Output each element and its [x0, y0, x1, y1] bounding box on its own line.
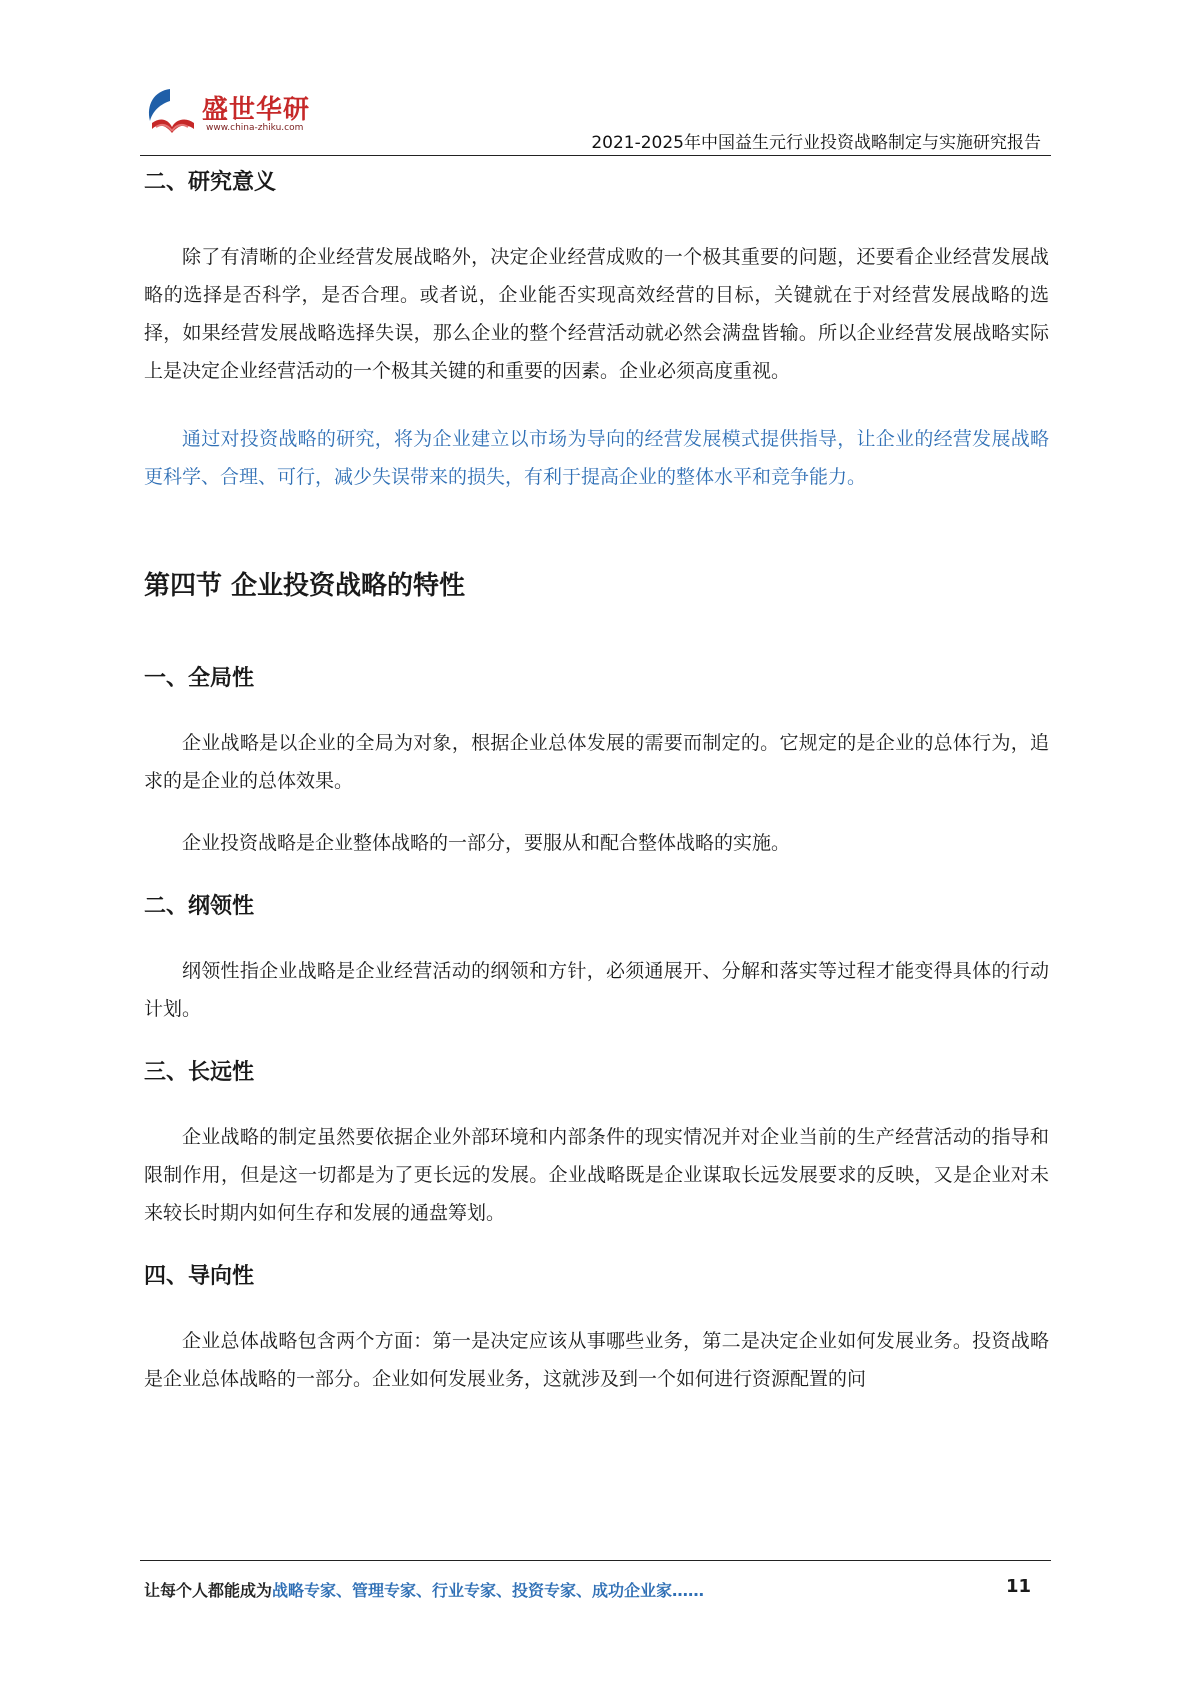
heading-orientation: 四、导向性	[144, 1264, 255, 1289]
logo-url: www.china-zhiku.com	[206, 123, 304, 133]
paragraph-long-term-1: 企业战略的制定虽然要依据企业外部环境和内部条件的现实情况并对企业当前的生产经营活动的指导和限制作用，但是这一切都是为了更长远的发展。企业战略既是企业谋取长远发展要求的反映，又是企业对未来较长时期内如何生存和发展的通盘筹划。	[144, 1126, 1049, 1224]
heading-long-term: 三、长远性	[144, 1060, 255, 1085]
page-number: 11	[1005, 1576, 1031, 1597]
paragraph-overall-1: 企业战略是以企业的全局为对象，根据企业总体发展的需要而制定的。它规定的是企业的总体行为，追求的是企业的总体效果。	[144, 732, 1049, 792]
logo-book-icon	[140, 83, 202, 145]
paragraph-overall-2: 企业投资战略是企业整体战略的一部分，要服从和配合整体战略的实施。	[182, 832, 791, 854]
footer-divider	[140, 1560, 1051, 1561]
heading-research-significance: 二、研究意义	[144, 170, 277, 195]
footer-slogan	[144, 1578, 704, 1601]
chapter-heading: 第四节 企业投资战略的特性	[144, 571, 466, 601]
paragraph-significance-1: 除了有清晰的企业经营发展战略外，决定企业经营成败的一个极其重要的问题，还要看企业经营发展战略的选择是否科学，是否合理。或者说，企业能否实现高效经营的目标，关键就在于对经营发展战略的选择，如果经营发展战略选择失误，那么企业的整个经营活动就必然会满盘皆输。所以企业经营发展战略实际上是决定企业经营活动的一个极其关键的和重要的因素。企业必须高度重视。	[144, 246, 1049, 382]
footer-slogan-roles: 战略专家、管理专家、行业专家、投资专家、成功企业家……	[272, 1581, 705, 1600]
paragraph-guiding-1: 纲领性指企业战略是企业经营活动的纲领和方针，必须通展开、分解和落实等过程才能变得具体的行动计划。	[144, 960, 1049, 1020]
logo-name: 盛世华研	[202, 95, 311, 125]
paragraph-orientation-1: 企业总体战略包含两个方面：第一是决定应该从事哪些业务，第二是决定企业如何发展业务。投资战略是企业总体战略的一部分。企业如何发展业务，这就涉及到一个如何进行资源配置的问	[144, 1330, 1049, 1390]
heading-overall: 一、全局性	[144, 666, 255, 691]
page-content	[144, 160, 1049, 1398]
paragraph-significance-2: 通过对投资战略的研究，将为企业建立以市场为导向的经营发展模式提供指导，让企业的经营发展战略更科学、合理、可行，减少失误带来的损失，有利于提高企业的整体水平和竞争能力。	[144, 428, 1049, 488]
report-title: 2021-2025年中国益生元行业投资战略制定与实施研究报告	[591, 133, 1041, 153]
heading-guiding: 二、纲领性	[144, 894, 255, 919]
footer-slogan-lead: 让每个人都能成为	[144, 1581, 273, 1600]
header-divider	[140, 155, 1051, 156]
company-logo	[140, 83, 320, 145]
